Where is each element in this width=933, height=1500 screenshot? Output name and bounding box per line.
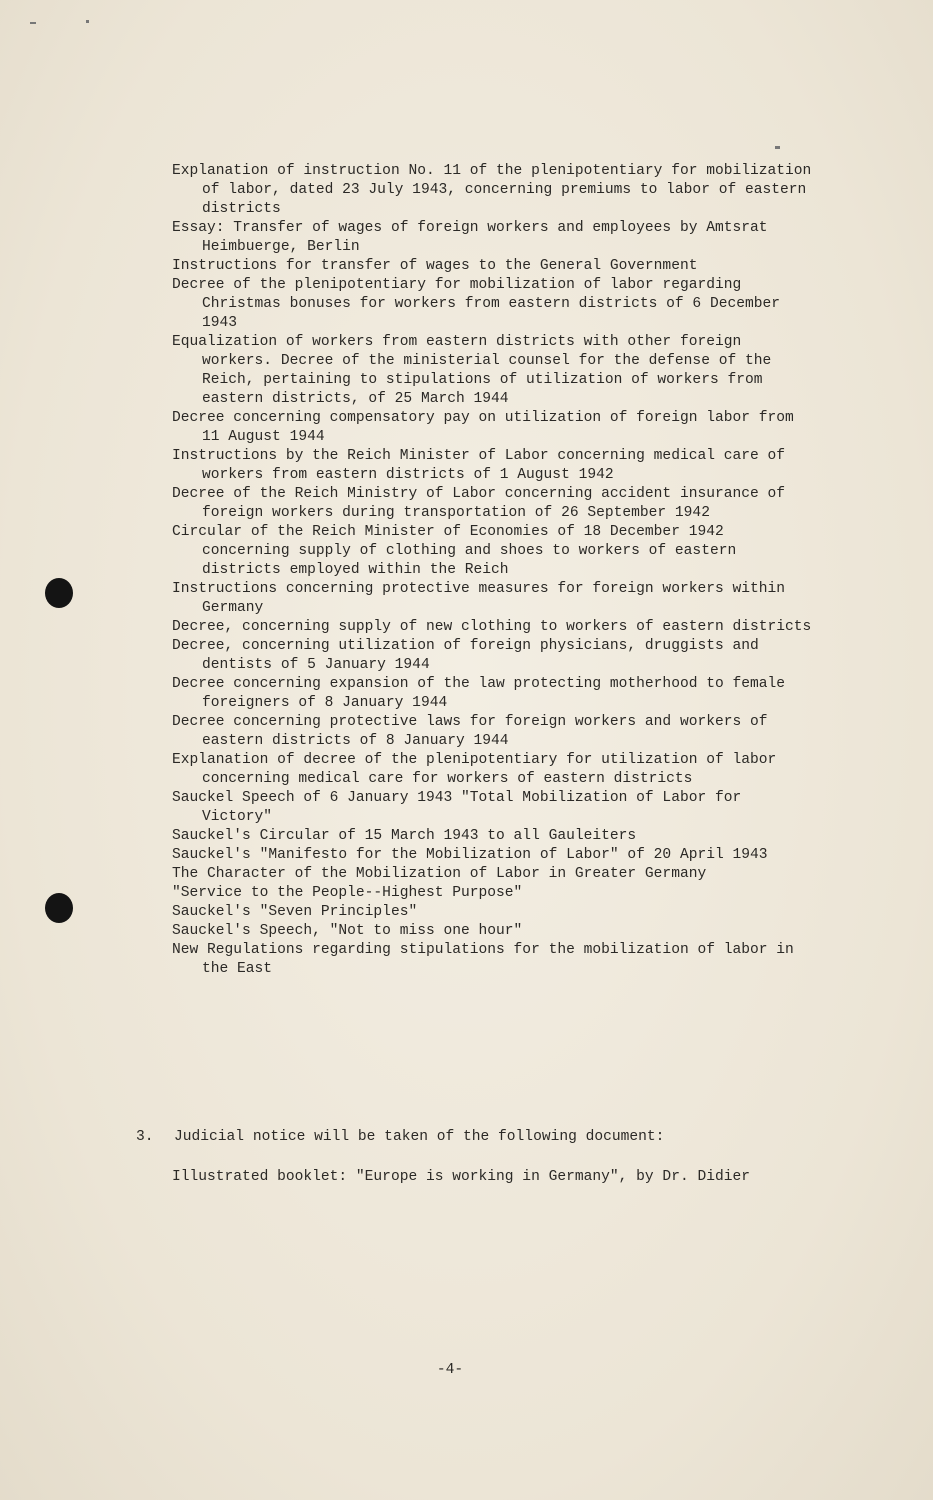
section-text: Judicial notice will be taken of the following document: xyxy=(174,1129,665,1145)
list-item: Equalization of workers from eastern districts with other foreign workers. Decree of the ministerial counsel for the defense of the Reich, pertaining to stipulations of utilization of workers from eastern districts, of 25 March 1944 xyxy=(172,334,772,407)
list-item: Decree, concerning supply of new clothing to workers of eastern districts xyxy=(172,619,812,635)
list-item: Circular of the Reich Minister of Economies of 18 December 1942 concerning supply of clothing and shoes to workers of eastern districts employed within the Reich xyxy=(172,524,737,578)
list-item: Decree of the plenipotentiary for mobilization of labor regarding Christmas bonuses for workers from eastern districts of 6 December 1943 xyxy=(172,277,781,331)
list-item: Essay: Transfer of wages of foreign workers and employees by Amtsrat Heimbuerge, Berlin xyxy=(172,220,768,255)
list-item: Sauckel's "Manifesto for the Mobilization of Labor" of 20 April 1943 xyxy=(172,847,768,863)
punch-hole xyxy=(45,893,73,923)
list-item: Decree, concerning utilization of foreign physicians, druggists and dentists of 5 January 1944 xyxy=(172,638,759,673)
list-item: Sauckel Speech of 6 January 1943 "Total Mobilization of Labor for Victory" xyxy=(172,790,742,825)
list-item: Explanation of decree of the plenipotentiary for utilization of labor concerning medical care for workers of eastern districts xyxy=(172,752,777,787)
list-item: Decree concerning compensatory pay on utilization of foreign labor from 11 August 1944 xyxy=(172,410,794,445)
list-item: Decree concerning protective laws for foreign workers and workers of eastern districts of 8 January 1944 xyxy=(172,714,768,749)
list-item: Decree concerning expansion of the law protecting motherhood to female foreigners of 8 January 1944 xyxy=(172,676,786,711)
list-item: The Character of the Mobilization of Labor in Greater Germany xyxy=(172,866,707,882)
list-item: Instructions concerning protective measures for foreign workers within Germany xyxy=(172,581,786,616)
list-item: Instructions for transfer of wages to the General Government xyxy=(172,258,698,274)
list-item: Explanation of instruction No. 11 of the plenipotentiary for mobilization of labor, dated 23 July 1943, concerning premiums to labor of eastern districts xyxy=(172,163,812,217)
section-heading xyxy=(136,1128,816,1147)
page-number: -4- xyxy=(436,1362,464,1378)
paper-speck xyxy=(775,146,780,149)
paper-speck xyxy=(30,22,36,24)
punch-hole xyxy=(45,578,73,608)
list-item: Sauckel's Circular of 15 March 1943 to all Gauleiters xyxy=(172,828,637,844)
document-list xyxy=(172,162,812,979)
paper-speck xyxy=(86,20,89,23)
section-number: 3. xyxy=(136,1129,154,1145)
list-item: Decree of the Reich Ministry of Labor concerning accident insurance of foreign workers during transportation of 26 September 1942 xyxy=(172,486,786,521)
list-item: Instructions by the Reich Minister of Labor concerning medical care of workers from eastern districts of 1 August 1942 xyxy=(172,448,786,483)
list-item: "Service to the People--Highest Purpose" xyxy=(172,885,523,901)
list-item: New Regulations regarding stipulations for the mobilization of labor in the East xyxy=(172,942,794,977)
list-item: Sauckel's Speech, "Not to miss one hour" xyxy=(172,923,523,939)
list-item: Sauckel's "Seven Principles" xyxy=(172,904,418,920)
booklet-entry: Illustrated booklet: "Europe is working in Germany", by Dr. Didier xyxy=(172,1169,751,1185)
